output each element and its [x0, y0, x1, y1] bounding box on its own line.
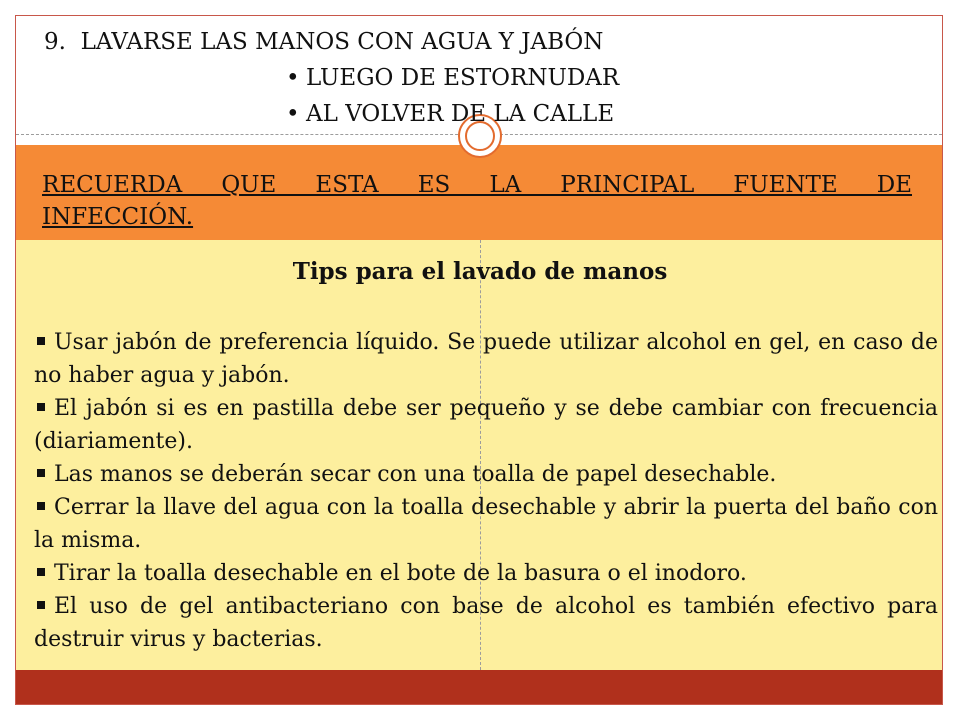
- bullet-icon: •: [286, 65, 300, 91]
- bullet-icon: •: [286, 101, 300, 127]
- tip-text: Usar jabón de preferencia líquido. Se puede utilizar alcohol en gel, en caso de no haber agua y jabón.: [34, 330, 938, 388]
- notice-line-1: RECUERDA QUE ESTA ES LA PRINCIPAL FUENTE DE: [42, 172, 912, 198]
- list-item: [34, 491, 938, 557]
- square-bullet-icon: [37, 568, 45, 576]
- list-item: [34, 458, 938, 491]
- square-bullet-icon: [37, 469, 45, 477]
- tips-title: Tips para el lavado de manos: [292, 258, 668, 285]
- item-number: 9.: [44, 29, 66, 55]
- tips-list: [34, 326, 938, 656]
- square-bullet-icon: [37, 337, 45, 345]
- list-item: [34, 557, 938, 590]
- tip-text: El uso de gel antibacteriano con base de alcohol es también efectivo para destruir virus y bacterias.: [34, 594, 938, 652]
- notice-line-2: INFECCIÓN.: [42, 204, 194, 230]
- sub-item: [286, 101, 614, 127]
- sub-item: [286, 65, 619, 91]
- tip-text: El jabón si es en pastilla debe ser pequeño y se debe cambiar con frecuencia (diariamente).: [34, 396, 938, 454]
- sub-item-text: AL VOLVER DE LA CALLE: [306, 101, 615, 127]
- square-bullet-icon: [37, 601, 45, 609]
- tip-text: Las manos se deberán secar con una toalla de papel desechable.: [54, 462, 777, 487]
- tip-text: Cerrar la llave del agua con la toalla desechable y abrir la puerta del baño con la misma.: [34, 495, 938, 553]
- item-text: LAVARSE LAS MANOS CON AGUA Y JABÓN: [80, 29, 604, 55]
- list-item-9: [44, 29, 603, 55]
- square-bullet-icon: [37, 502, 45, 510]
- tip-text: Tirar la toalla desechable en el bote de la basura o el inodoro.: [54, 561, 747, 586]
- list-item: [34, 392, 938, 458]
- list-item: [34, 326, 938, 392]
- sub-item-text: LUEGO DE ESTORNUDAR: [306, 65, 620, 91]
- list-item: [34, 590, 938, 656]
- square-bullet-icon: [37, 403, 45, 411]
